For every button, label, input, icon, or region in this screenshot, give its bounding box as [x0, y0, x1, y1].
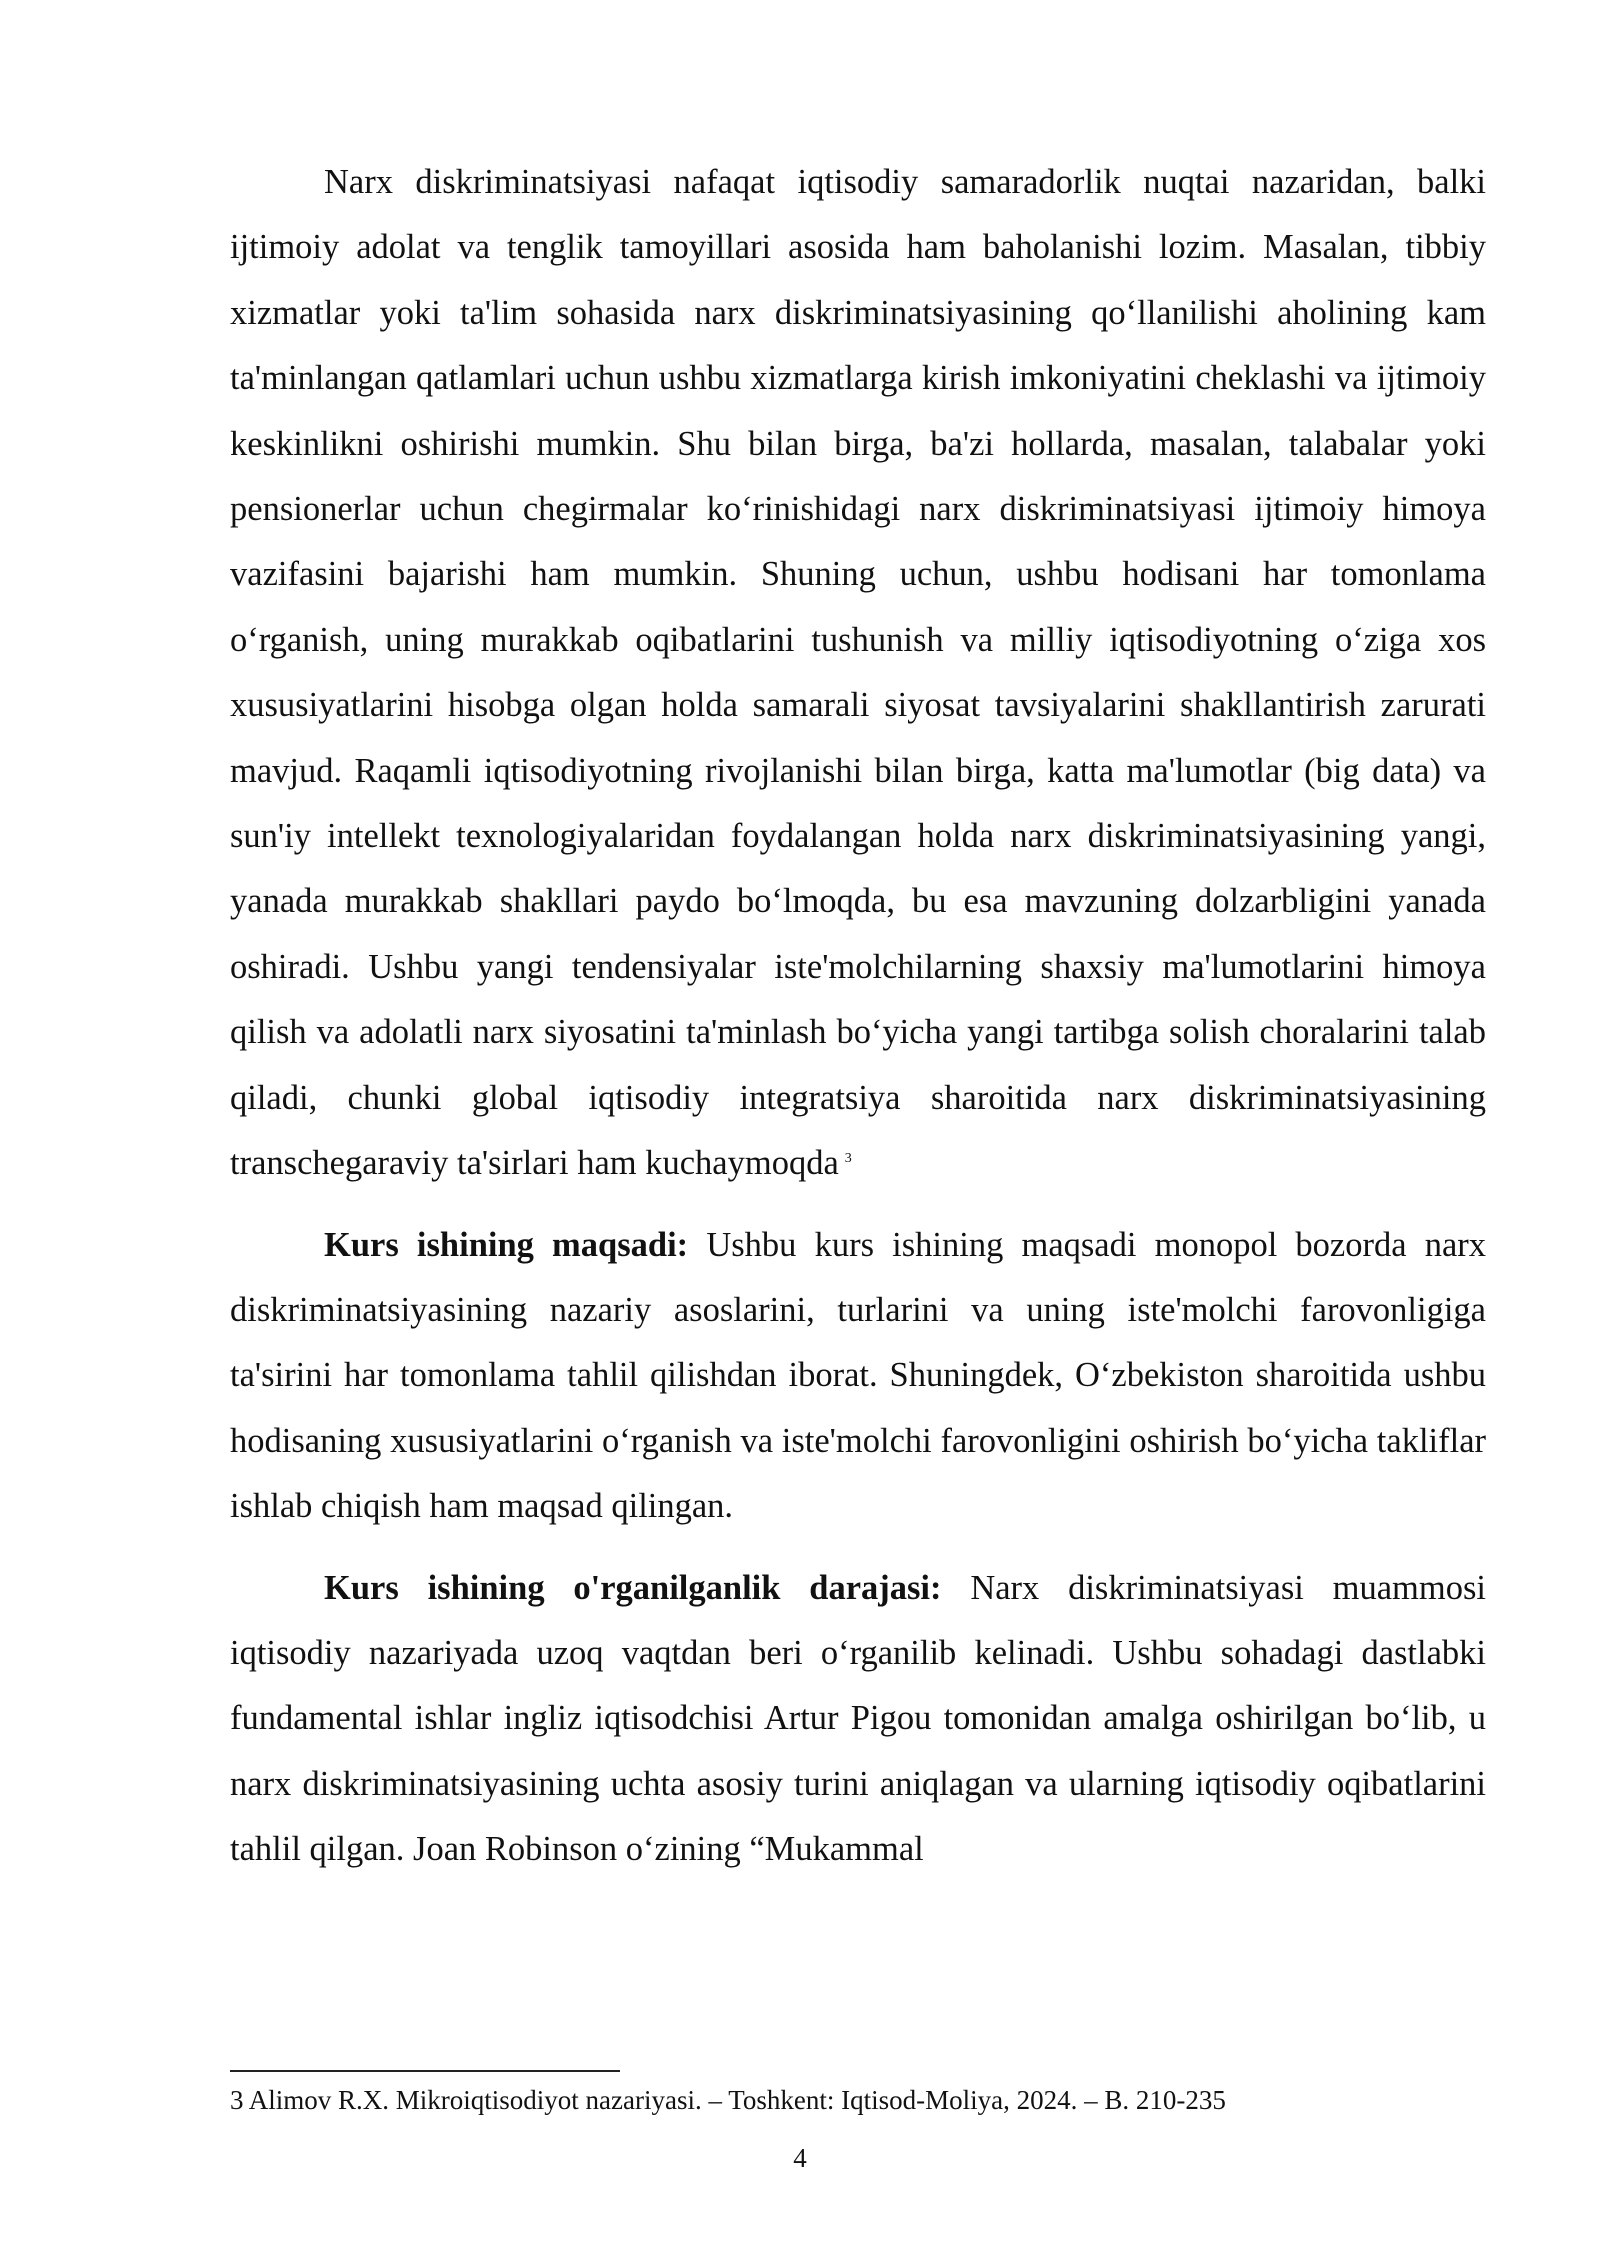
- paragraph-course-goal: [230, 1213, 1486, 1540]
- paragraph-heading-research-degree: Kurs ishining o'rganilganlik darajasi:: [324, 1568, 942, 1607]
- footnote-reference[interactable]: 3: [844, 1151, 852, 1167]
- paragraph-heading-goal: Kurs ishining maqsadi:: [324, 1225, 689, 1264]
- page-number: 4: [793, 2143, 807, 2173]
- paragraph-text: Narx diskriminatsiyasi muammosi iqtisodiy nazariyada uzoq vaqtdan beri o‘rganilib kelinadi. Ushbu sohadagi dastlabki fundamental ishlar ingliz iqtisodchisi Artur Pigou tomonidan amalga oshirilgan bo‘lib, u narx diskriminatsiyasining uchta asosiy turini aniqlagan va ularning iqtisodiy oqibatlarini tahlil qilgan. Joan Robinson o‘zining “Mukammal: [230, 1568, 1486, 1869]
- paragraph-text: Ushbu kurs ishining maqsadi monopol bozorda narx diskriminatsiyasining nazariy asoslarini, turlarini va uning iste'molchi farovonligiga ta'sirini har tomonlama tahlil qilishdan iborat. Shuningdek, O‘zbekiston sharoitida ushbu hodisaning xususiyatlarini o‘rganish va iste'molchi farovonligini oshirish bo‘yicha takliflar ishlab chiqish ham maqsad qilingan.: [230, 1225, 1487, 1526]
- paragraph-research-degree: [230, 1556, 1486, 1883]
- footnote-text: 3 Alimov R.X. Mikroiqtisodiyot nazariyasi. – Toshkent: Iqtisod-Moliya, 2024. – B. 210-235: [230, 2085, 1226, 2115]
- footnote: [230, 2082, 1486, 2118]
- paragraph-text: Narx diskriminatsiyasi nafaqat iqtisodiy samaradorlik nuqtai nazaridan, balki ijtimoiy adolat va tenglik tamoyillari asosida ham baholanishi lozim. Masalan, tibbiy xizmatlar yoki ta'lim sohasida narx diskriminatsiyasining qo‘llanilishi aholining kam ta'minlangan qatlamlari uchun ushbu xizmatlarga kirish imkoniyatini cheklashi va ijtimoiy keskinlikni oshirishi mumkin. Shu bilan birga, ba'zi hollarda, masalan, talabalar yoki pensionerlar uchun chegirmalar ko‘rinishidagi narx diskriminatsiyasi ijtimoiy himoya vazifasini bajarishi ham mumkin. Shuning uchun, ushbu hodisani har tomonlama o‘rganish, uning murakkab oqibatlarini tushunish va milliy iqtisodiyotning o‘ziga xos xususiyatlarini hisobga olgan holda samarali siyosat tavsiyalarini shakllantirish zarurati mavjud. Raqamli iqtisodiyotning rivojlanishi bilan birga, katta ma'lumotlar (big data) va sun'iy intellekt texnologiyalaridan foydalangan holda narx diskriminatsiyasining yangi, yanada murakkab shakllari paydo bo‘lmoqda, bu esa mavzuning dolzarbligini yanada oshiradi. Ushbu yangi tendensiyalar iste'molchilarning shaxsiy ma'lumotlarini himoya qilish va adolatli narx siyosatini ta'minlash bo‘yicha yangi tartibga solish choralarini talab qiladi, chunki global iqtisodiy integratsiya sharoitida narx diskriminatsiyasining transchegaraviy ta'sirlari ham kuchaymoqda: [230, 163, 1486, 1183]
- paragraph-price-discrimination-social: [230, 150, 1486, 1197]
- footnote-separator: [230, 2070, 620, 2072]
- body-text: [230, 150, 1486, 1899]
